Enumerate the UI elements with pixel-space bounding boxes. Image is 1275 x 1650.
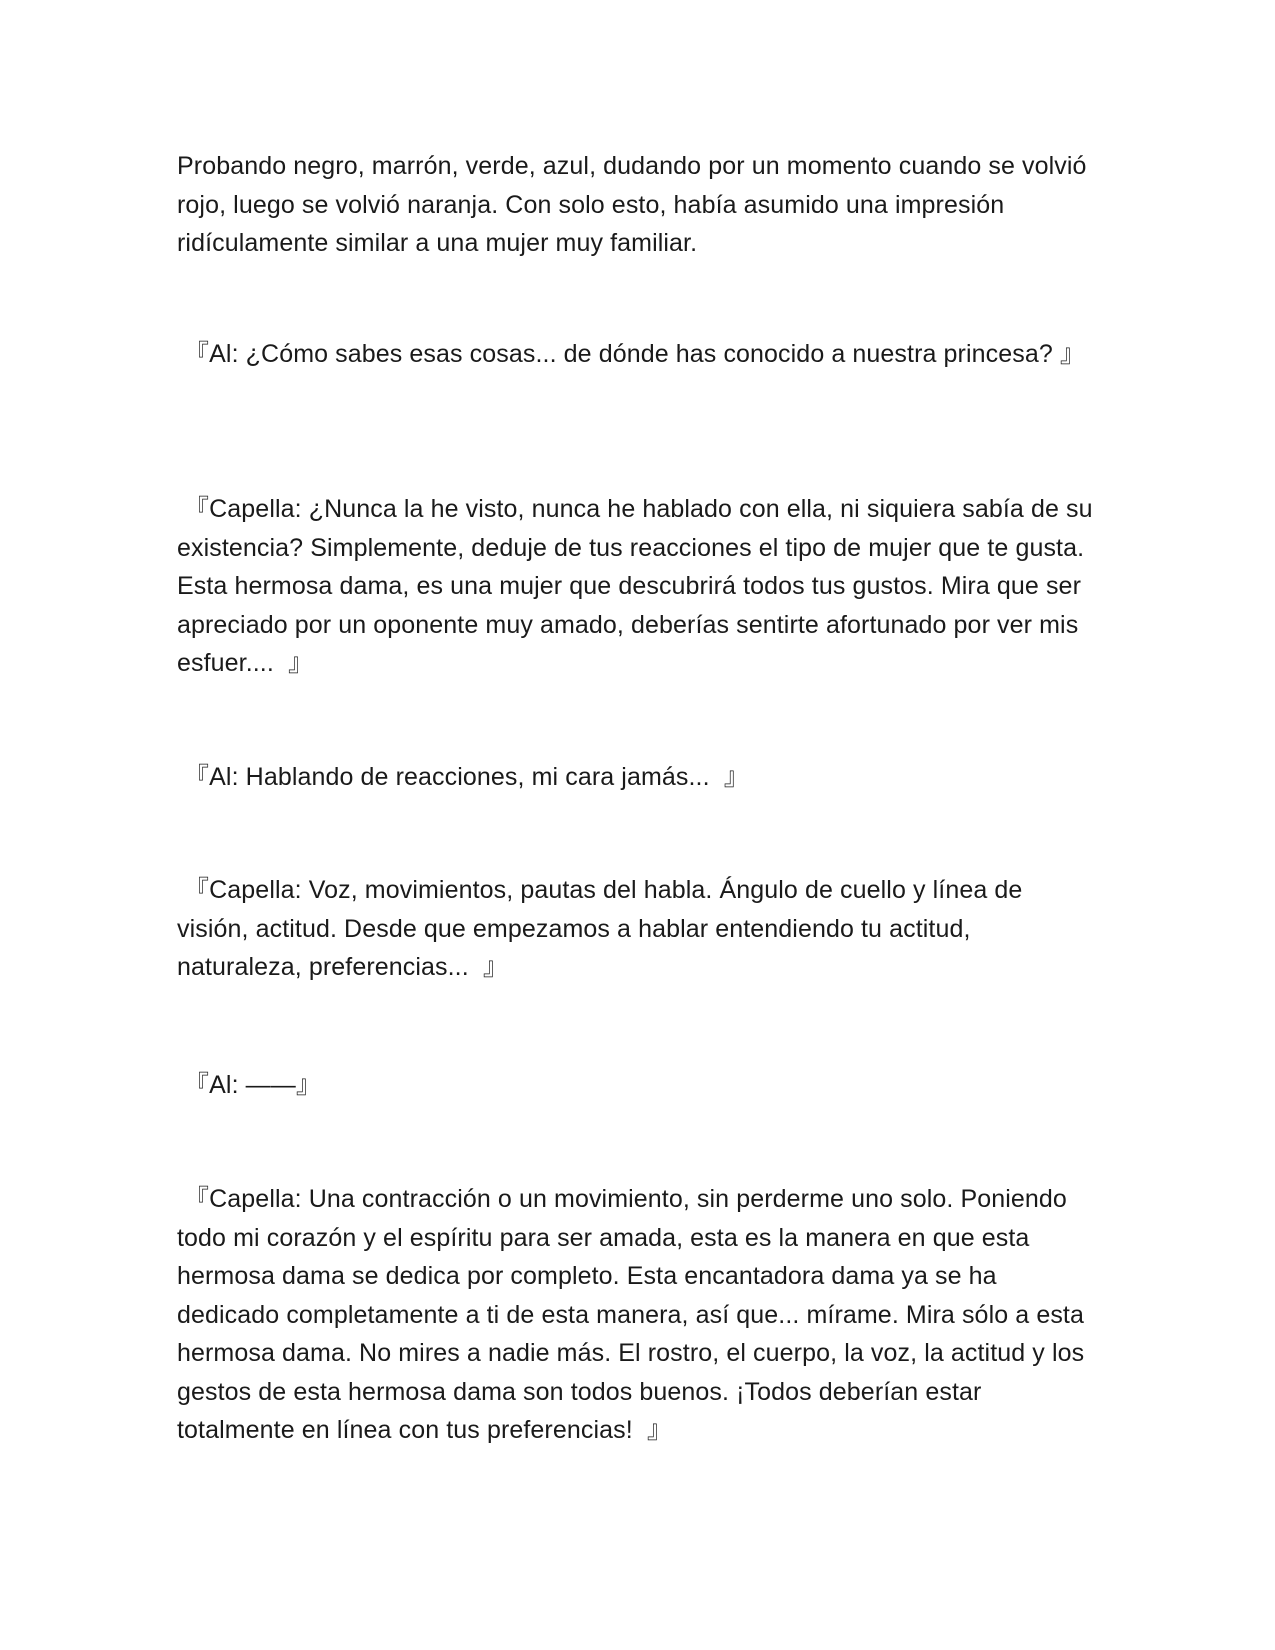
dialogue-al-1: 『Al: ¿Cómo sabes esas cosas... de dónde has conocido a nuestra princesa? 』 <box>177 340 1085 368</box>
dialogue-al-3: 『Al: ——』 <box>177 1071 321 1099</box>
dialogue-capella-1: 『Capella: ¿Nunca la he visto, nunca he hablado con ella, ni siquiera sabía de su existencia? Simplemente, deduje de tus reacciones el tipo de mujer que te gusta. Esta hermosa dama, es una mujer que descubrirá todos tus gustos. Mira que ser apreciado por un oponente muy amado, deberías sentirte afortunado por ver mis esfuer.... 』 <box>177 495 1100 677</box>
narration-paragraph: Probando negro, marrón, verde, azul, dudando por un momento cuando se volvió rojo, luego se volvió naranja. Con solo esto, había asumido una impresión ridículamente similar a una mujer muy familiar. <box>177 152 1094 257</box>
dialogue-capella-2: 『Capella: Voz, movimientos, pautas del habla. Ángulo de cuello y línea de visión, actitud. Desde que empezamos a hablar entendiendo tu actitud, naturaleza, preferencias... 』 <box>177 876 1030 981</box>
dialogue-al-2: 『Al: Hablando de reacciones, mi cara jamás... 』 <box>177 763 749 791</box>
dialogue-capella-3: 『Capella: Una contracción o un movimiento, sin perderme uno solo. Poniendo todo mi corazón y el espíritu para ser amada, esta es la manera en que esta hermosa dama se dedica por completo. Esta encantadora dama ya se ha dedicado completamente a ti de esta manera, así que... mírame. Mira sólo a esta hermosa dama. No mires a nadie más. El rostro, el cuerpo, la voz, la actitud y los gestos de esta hermosa dama son todos buenos. ¡Todos deberían estar totalmente en línea con tus preferencias! 』 <box>177 1185 1092 1444</box>
